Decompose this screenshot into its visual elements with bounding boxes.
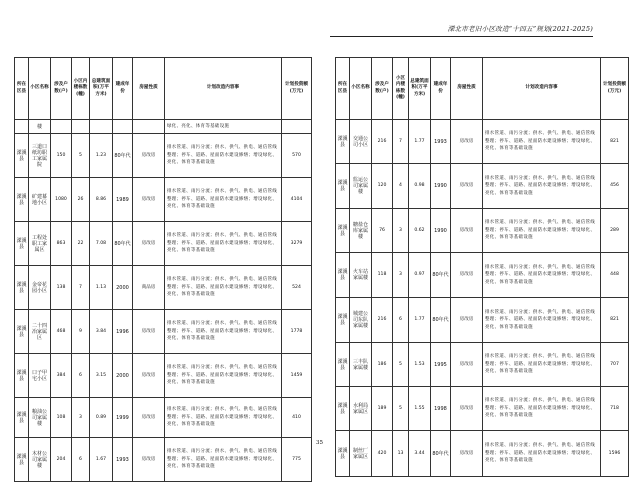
cell-plan: 排水管道、雨污分流；供水、供气、供电、通信管线整理；停车、道路、屋面防水建设修缮；增设绿化、亮化、体育等基础设施 [483, 253, 601, 298]
document-header-title: 溧北市老旧小区改造“十四五”规划(2021-2025) [447, 25, 593, 33]
cell-name: 火车站家属楼 [350, 253, 372, 298]
cell-invest: 289 [601, 209, 629, 253]
cell-buildings: 6 [393, 298, 409, 343]
cell-year: 80年代 [113, 222, 133, 266]
cell-households: 150 [51, 134, 72, 178]
cell-year: 1996 [113, 310, 133, 354]
cell-area: 3.15 [90, 354, 113, 398]
cell-households: 216 [372, 298, 393, 343]
column-header-households: 涉及户数(户) [51, 58, 72, 120]
table-row [336, 431, 629, 477]
cell-year: 1989 [113, 178, 133, 222]
cell-district: 溧溪县 [15, 354, 29, 398]
cell-area: 1.13 [90, 266, 113, 310]
cell-nature: 房改房 [133, 354, 165, 398]
cell-plan: 绿化、亮化、体育等基础设施 [165, 120, 282, 134]
table-row [336, 164, 629, 209]
table-row [336, 120, 629, 164]
cell-invest: 821 [601, 298, 629, 343]
cell-nature: 房改房 [451, 120, 483, 164]
cell-plan: 排水管道、雨污分流；供水、供气、供电、通信管线整理；停车、道路、屋面防水建设修缮；增设绿化、亮化、体育等基础设施 [483, 431, 601, 477]
cell-district: 溧溪县 [336, 164, 350, 209]
cell-households: 118 [372, 253, 393, 298]
cell-buildings: 22 [72, 222, 90, 266]
column-header-name: 小区名称 [350, 58, 372, 120]
cell-invest: 456 [601, 164, 629, 209]
cell-nature: 房改房 [133, 398, 165, 438]
right-header-row [336, 58, 629, 120]
cell-households: 204 [51, 438, 72, 482]
cell-district: 溧溪县 [15, 310, 29, 354]
column-header-plan: 计划改造内容事 [483, 58, 601, 120]
cell-invest: 718 [601, 387, 629, 431]
table-row [15, 354, 312, 398]
cell-invest: 3279 [282, 222, 312, 266]
right-table [335, 57, 629, 477]
cell-buildings: 26 [72, 178, 90, 222]
cell-buildings: 3 [393, 209, 409, 253]
cell-area: 7.08 [90, 222, 113, 266]
cell-area: 1.55 [409, 387, 431, 431]
cell-district: 溧溪县 [15, 438, 29, 482]
column-header-nature: 房屋性质 [133, 58, 165, 120]
page-number: 35 [316, 440, 323, 446]
table-row [336, 343, 629, 387]
cell-plan: 排水管道、雨污分流；供水、供气、供电、通信管线整理；停车、道路、屋面防水建设修缮；增设绿化、亮化、体育等基础设施 [165, 438, 282, 482]
cell-invest: 448 [601, 253, 629, 298]
cell-households: 186 [372, 343, 393, 387]
left-table-body [15, 120, 312, 482]
cell-nature: 房改房 [133, 310, 165, 354]
column-header-area: 总建筑面积(万平方米) [90, 58, 113, 120]
cell-year: 1993 [431, 120, 451, 164]
cell-nature: 房改房 [133, 438, 165, 482]
cell-invest: 4104 [282, 178, 312, 222]
cell-name: 粮油公司家属楼 [29, 398, 51, 438]
table-row [336, 298, 629, 343]
cell-area: 1.23 [90, 134, 113, 178]
cell-households: 120 [372, 164, 393, 209]
cell-plan: 排水管道、雨污分流；供水、供气、供电、通信管线整理；停车、道路、屋面防水建设修缮；增设绿化、亮化、体育等基础设施 [165, 398, 282, 438]
column-header-year: 建成年份 [431, 58, 451, 120]
cell-households: 384 [51, 354, 72, 398]
cell-name: 金帝花园小区 [29, 266, 51, 310]
cell-name: 制丝厂家属区 [350, 431, 372, 477]
cell-plan: 排水管道、雨污分流；供水、供气、供电、通信管线整理；停车、道路、屋面防水建设修缮；增设绿化、亮化、体育等基础设施 [483, 298, 601, 343]
cell-district: 溧溪县 [336, 431, 350, 477]
cell-invest: 1459 [282, 354, 312, 398]
cell-area: 3.84 [90, 310, 113, 354]
cell-invest: 524 [282, 266, 312, 310]
cell-nature: 房改房 [133, 134, 165, 178]
cell-buildings: 7 [393, 120, 409, 164]
cell-households: 216 [372, 120, 393, 164]
cell-area: 3.44 [409, 431, 431, 477]
table-row [15, 222, 312, 266]
cell-name: 交通公司小区 [350, 120, 372, 164]
cell-district: 溧溪县 [336, 387, 350, 431]
table-row [15, 178, 312, 222]
table-row [336, 387, 629, 431]
cell-name: 二十四冶家属区 [29, 310, 51, 354]
cell-year: 1993 [113, 438, 133, 482]
cell-plan: 排水管道、雨污分流；供水、供气、供电、通信管线整理；停车、道路、屋面防水建设修缮；增设绿化、亮化、体育等基础设施 [165, 222, 282, 266]
cell-name: 口子甲宅小区 [29, 354, 51, 398]
cell-area: 8.86 [90, 178, 113, 222]
cell-district: 溧溪县 [15, 134, 29, 178]
cell-year: 80年代 [431, 298, 451, 343]
table-row [15, 398, 312, 438]
cell-nature: 房改房 [133, 178, 165, 222]
cell-year: 80年代 [431, 431, 451, 477]
cell-buildings: 3 [393, 253, 409, 298]
cell-year: 1995 [431, 343, 451, 387]
cell-buildings [72, 120, 90, 134]
cell-nature: 房改房 [451, 343, 483, 387]
cell-year: 80年代 [431, 253, 451, 298]
cell-households: 108 [51, 398, 72, 438]
cell-nature: 房改房 [451, 431, 483, 477]
cell-district: 溧溪县 [336, 298, 350, 343]
cell-plan: 排水管道、雨污分流；供水、供气、供电、通信管线整理；停车、道路、屋面防水建设修缮；增设绿化、亮化、体育等基础设施 [483, 209, 601, 253]
cell-plan: 排水管道、雨污分流；供水、供气、供电、通信管线整理；停车、道路、屋面防水建设修缮；增设绿化、亮化、体育等基础设施 [483, 343, 601, 387]
cell-buildings: 5 [393, 343, 409, 387]
cell-households: 863 [51, 222, 72, 266]
column-header-plan: 计划改造内容事 [165, 58, 282, 120]
cell-nature: 房改房 [451, 298, 483, 343]
cell-nature: 商品房 [133, 266, 165, 310]
cell-invest: 570 [282, 134, 312, 178]
cell-invest: 707 [601, 343, 629, 387]
cell-district: 溧溪县 [15, 222, 29, 266]
column-header-district: 所在区县 [15, 58, 29, 120]
cell-invest: 410 [282, 398, 312, 438]
cell-district: 溧溪县 [15, 178, 29, 222]
cell-year: 2000 [113, 266, 133, 310]
cell-district: 溧溪县 [336, 120, 350, 164]
cell-buildings: 13 [393, 431, 409, 477]
cell-plan: 排水管道、雨污分流；供水、供气、供电、通信管线整理；停车、道路、屋面防水建设修缮；增设绿化、亮化、体育等基础设施 [165, 310, 282, 354]
cell-area: 0.62 [409, 209, 431, 253]
cell-households [51, 120, 72, 134]
cell-year: 80年代 [113, 134, 133, 178]
cell-plan: 排水管道、雨污分流；供水、供气、供电、通信管线整理；停车、道路、屋面防水建设修缮；增设绿化、亮化、体育等基础设施 [483, 387, 601, 431]
cell-area: 1.77 [409, 298, 431, 343]
column-header-nature: 房屋性质 [451, 58, 483, 120]
cell-name: 监运公司家属楼 [350, 164, 372, 209]
cell-area [90, 120, 113, 134]
cell-year: 2000 [113, 354, 133, 398]
column-header-invest: 计划投资额(万元) [601, 58, 629, 120]
cell-buildings: 6 [72, 354, 90, 398]
cell-invest [282, 120, 312, 134]
cell-name: 工程处职工家属区 [29, 222, 51, 266]
cell-name: 水利局家属区 [350, 387, 372, 431]
cell-year: 1990 [431, 164, 451, 209]
cell-name: 糖盐仓库家属楼 [350, 209, 372, 253]
cell-plan: 排水管道、雨污分流；供水、供气、供电、通信管线整理；停车、道路、屋面防水建设修缮；增设绿化、亮化、体育等基础设施 [165, 354, 282, 398]
cell-year [113, 120, 133, 134]
cell-name: 三丰队家属楼 [350, 343, 372, 387]
table-row [15, 134, 312, 178]
column-header-year: 建成年份 [113, 58, 133, 120]
cell-district: 溧溪县 [336, 209, 350, 253]
left-table [14, 57, 312, 482]
cell-year: 1999 [113, 398, 133, 438]
column-header-buildings: 小区内楼栋数(幢) [393, 58, 409, 120]
cell-district [15, 120, 29, 134]
cell-name: 城建公司东队家属楼 [350, 298, 372, 343]
cell-buildings: 9 [72, 310, 90, 354]
cell-households: 189 [372, 387, 393, 431]
cell-area: 1.53 [409, 343, 431, 387]
cell-buildings: 4 [393, 164, 409, 209]
cell-plan: 排水管道、雨污分流；供水、供气、供电、通信管线整理；停车、道路、屋面防水建设修缮；增设绿化、亮化、体育等基础设施 [483, 120, 601, 164]
table-row [15, 120, 312, 134]
column-header-invest: 计划投资额(万元) [282, 58, 312, 120]
table-row [336, 253, 629, 298]
cell-plan: 排水管道、雨污分流；供水、供气、供电、通信管线整理；停车、道路、屋面防水建设修缮；增设绿化、亮化、体育等基础设施 [165, 134, 282, 178]
column-header-area: 总建筑面积(万平方米) [409, 58, 431, 120]
cell-area: 1.67 [90, 438, 113, 482]
column-header-name: 小区名称 [29, 58, 51, 120]
table-row [336, 209, 629, 253]
cell-nature: 房改房 [451, 164, 483, 209]
cell-plan: 排水管道、雨污分流；供水、供气、供电、通信管线整理；停车、道路、屋面防水建设修缮；增设绿化、亮化、体育等基础设施 [165, 178, 282, 222]
cell-nature: 房改房 [451, 253, 483, 298]
cell-area: 0.98 [409, 164, 431, 209]
cell-district: 溧溪县 [336, 253, 350, 298]
left-header-row [15, 58, 312, 120]
cell-households: 76 [372, 209, 393, 253]
cell-name: 木材公司家属楼 [29, 438, 51, 482]
cell-area: 0.97 [409, 253, 431, 298]
cell-area: 0.89 [90, 398, 113, 438]
cell-plan: 排水管道、雨污分流；供水、供气、供电、通信管线整理；停车、道路、屋面防水建设修缮；增设绿化、亮化、体育等基础设施 [165, 266, 282, 310]
header-rule [330, 36, 593, 37]
cell-nature: 房改房 [451, 209, 483, 253]
cell-district: 溧溪县 [15, 398, 29, 438]
cell-invest: 1778 [282, 310, 312, 354]
cell-households: 138 [51, 266, 72, 310]
cell-households: 468 [51, 310, 72, 354]
cell-area: 1.77 [409, 120, 431, 164]
cell-buildings: 3 [72, 398, 90, 438]
column-header-buildings: 小区内楼栋数(幢) [72, 58, 90, 120]
cell-buildings: 7 [72, 266, 90, 310]
table-row [15, 310, 312, 354]
cell-buildings: 6 [72, 438, 90, 482]
column-header-district: 所在区县 [336, 58, 350, 120]
cell-name: 三道口纸坊职工家属院 [29, 134, 51, 178]
cell-nature [133, 120, 165, 134]
cell-plan: 排水管道、雨污分流；供水、供气、供电、通信管线整理；停车、道路、屋面防水建设修缮；增设绿化、亮化、体育等基础设施 [483, 164, 601, 209]
cell-invest: 821 [601, 120, 629, 164]
cell-name: 矿建幕地小区 [29, 178, 51, 222]
cell-nature: 房改房 [133, 222, 165, 266]
cell-year: 1990 [431, 209, 451, 253]
cell-invest: 775 [282, 438, 312, 482]
cell-invest: 1596 [601, 431, 629, 477]
cell-buildings: 5 [72, 134, 90, 178]
cell-nature: 房改房 [451, 387, 483, 431]
right-table-body [336, 120, 629, 477]
cell-year: 1998 [431, 387, 451, 431]
cell-name: 楼 [29, 120, 51, 134]
table-row [15, 266, 312, 310]
cell-district: 溧溪县 [15, 266, 29, 310]
cell-district: 溧溪县 [336, 343, 350, 387]
cell-buildings: 5 [393, 387, 409, 431]
cell-households: 420 [372, 431, 393, 477]
column-header-households: 涉及户数(户) [372, 58, 393, 120]
cell-households: 1080 [51, 178, 72, 222]
